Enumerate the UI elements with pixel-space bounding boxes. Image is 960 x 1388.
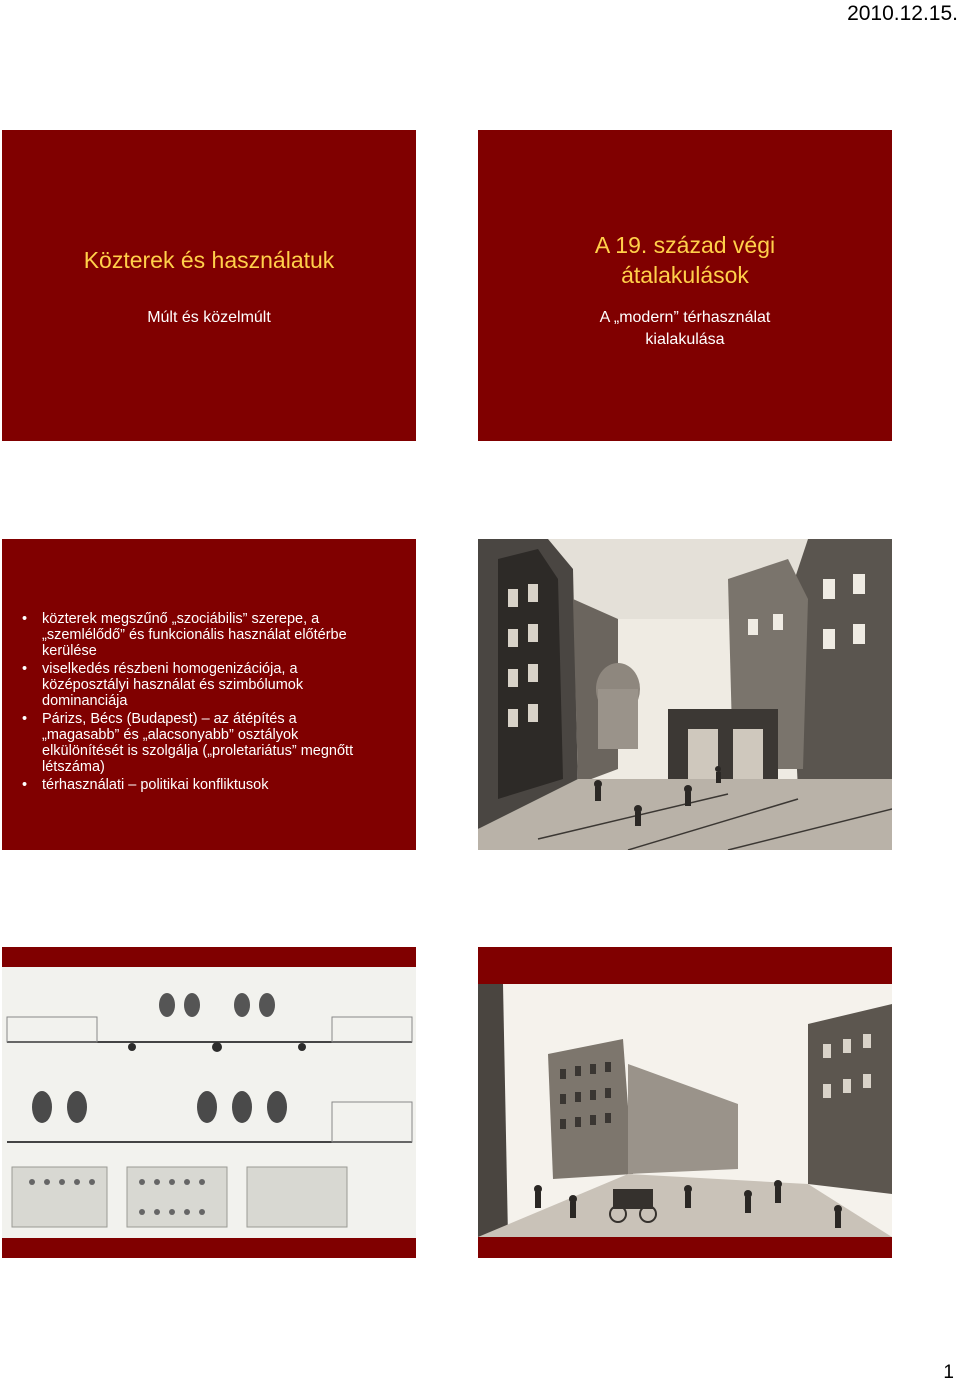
slide-bullets [2, 539, 416, 850]
bullet-dot: • [22, 711, 28, 727]
bullet-item [22, 777, 402, 793]
slide-title-heading: Közterek és használatuk [83, 247, 335, 273]
bullet-dot: • [22, 777, 28, 793]
slide-engraving-paris-demolition [478, 539, 892, 850]
bullet-dot: • [22, 611, 28, 627]
bullet-line: térhasználati – politikai konfliktusok [42, 777, 269, 793]
slide-subtitle-line2: kialakulása [645, 331, 725, 348]
slide-19th-century [478, 130, 892, 441]
bullet-line: Párizs, Bécs (Budapest) – az átépítés a [42, 711, 297, 727]
slide-street-plan-drawing [2, 947, 416, 1258]
bullet-dot: • [22, 661, 28, 677]
bullet-line: elkülönítését is szolgálja („proletariátus” megnőtt [42, 743, 354, 759]
slide-subtitle-line1: A „modern” térhasználat [599, 309, 771, 326]
slide-engraving-vienna-ring [478, 947, 892, 1258]
bullet-item [22, 661, 402, 709]
bullet-line: közterek megszűnő „szociábilis” szerepe, a [42, 611, 320, 627]
bullet-item [22, 711, 402, 775]
bullet-line: „szemlélődő” és funkcionális használat előtérbe [42, 627, 347, 643]
slide-title-subtitle: Múlt és közelmúlt [147, 309, 271, 326]
bullet-item [22, 611, 402, 659]
bullet-list [22, 611, 402, 795]
bullet-line: kerülése [42, 643, 97, 659]
slide-title [2, 130, 416, 441]
slide-heading [478, 230, 892, 290]
bullet-line: dominanciája [42, 693, 128, 709]
slide-subtitle [478, 307, 892, 351]
header-date: 2010.12.15. [847, 2, 958, 25]
bullet-line: létszáma) [42, 759, 105, 775]
slide-heading-line1: A 19. század végi [594, 232, 776, 258]
ringstrasse-engraving-illustration [478, 984, 892, 1237]
page-number: 1 [943, 1362, 954, 1383]
slide-heading-line2: átalakulások [621, 262, 749, 288]
bullet-line: középosztályi használat és szimbólumok [42, 677, 304, 693]
bullet-line: „magasabb” és „alacsonyabb” osztályok [42, 727, 299, 743]
engraving-illustration [478, 539, 892, 850]
bullet-line: viselkedés részbeni homogenizációja, a [42, 661, 298, 677]
street-section-plan-illustration [2, 967, 416, 1238]
